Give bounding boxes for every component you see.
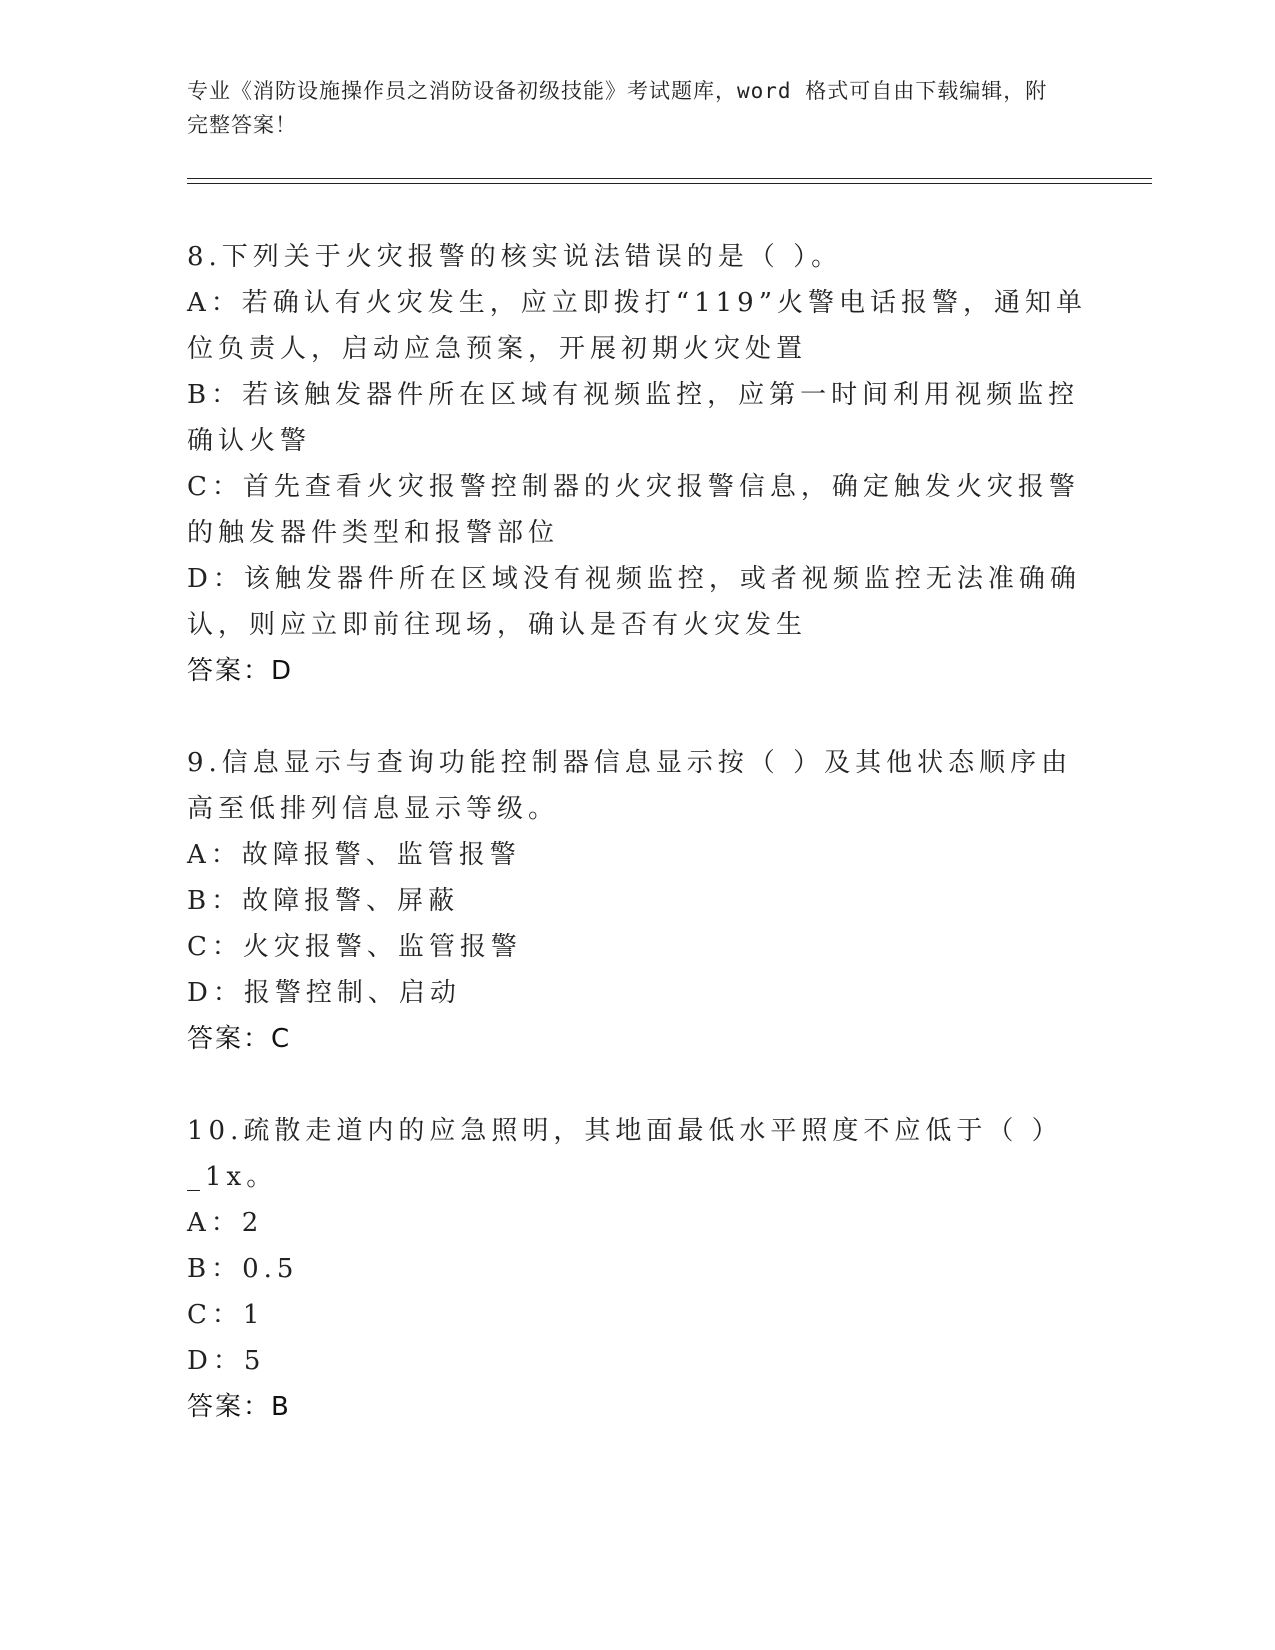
option-d: D：报警控制、启动 [187, 978, 461, 1008]
question-9 [187, 740, 1087, 1062]
question-stem: 9.信息显示与查询功能控制器信息显示按（ ）及其他状态顺序由高至低排列信息显示等级。 [187, 748, 1073, 824]
option-b: B：0.5 [187, 1254, 299, 1284]
question-list [187, 234, 1087, 1476]
option-a: A：若确认有火灾发生，应立即拨打“119”火警电话报警，通知单位负责人，启动应急预案，开展初期火灾处置 [187, 288, 1087, 364]
option-c: C：1 [187, 1300, 265, 1330]
option-c: C：火灾报警、监管报警 [187, 932, 522, 962]
option-c: C：首先查看火灾报警控制器的火灾报警信息，确定触发火灾报警的触发器件类型和报警部位 [187, 472, 1080, 548]
header-divider-top [187, 178, 1152, 179]
option-d: D：该触发器件所在区域没有视频监控，或者视频监控无法准确确认，则应立即前往现场，确认是否有火灾发生 [187, 564, 1081, 640]
answer-line: 答案：C [187, 1024, 292, 1054]
header-divider-bottom [187, 183, 1152, 184]
question-stem: 8.下列关于火灾报警的核实说法错误的是（ ）。 [187, 242, 843, 272]
answer-line: 答案：D [187, 656, 294, 686]
question-8 [187, 234, 1087, 694]
option-b: B：故障报警、屏蔽 [187, 886, 460, 916]
option-d: D：5 [187, 1346, 266, 1376]
question-stem: 10.疏散走道内的应急照明，其地面最低水平照度不应低于（ ）_1x。 [187, 1116, 1063, 1192]
option-a: A：2 [187, 1208, 264, 1238]
answer-line: 答案：B [187, 1392, 291, 1422]
option-a: A：故障报警、监管报警 [187, 840, 521, 870]
document-header: 专业《消防设施操作员之消防设备初级技能》考试题库，word 格式可自由下载编辑，附完整答案！ [187, 79, 1048, 137]
question-10 [187, 1108, 1087, 1430]
option-b: B：若该触发器件所在区域有视频监控，应第一时间利用视频监控确认火警 [187, 380, 1080, 456]
